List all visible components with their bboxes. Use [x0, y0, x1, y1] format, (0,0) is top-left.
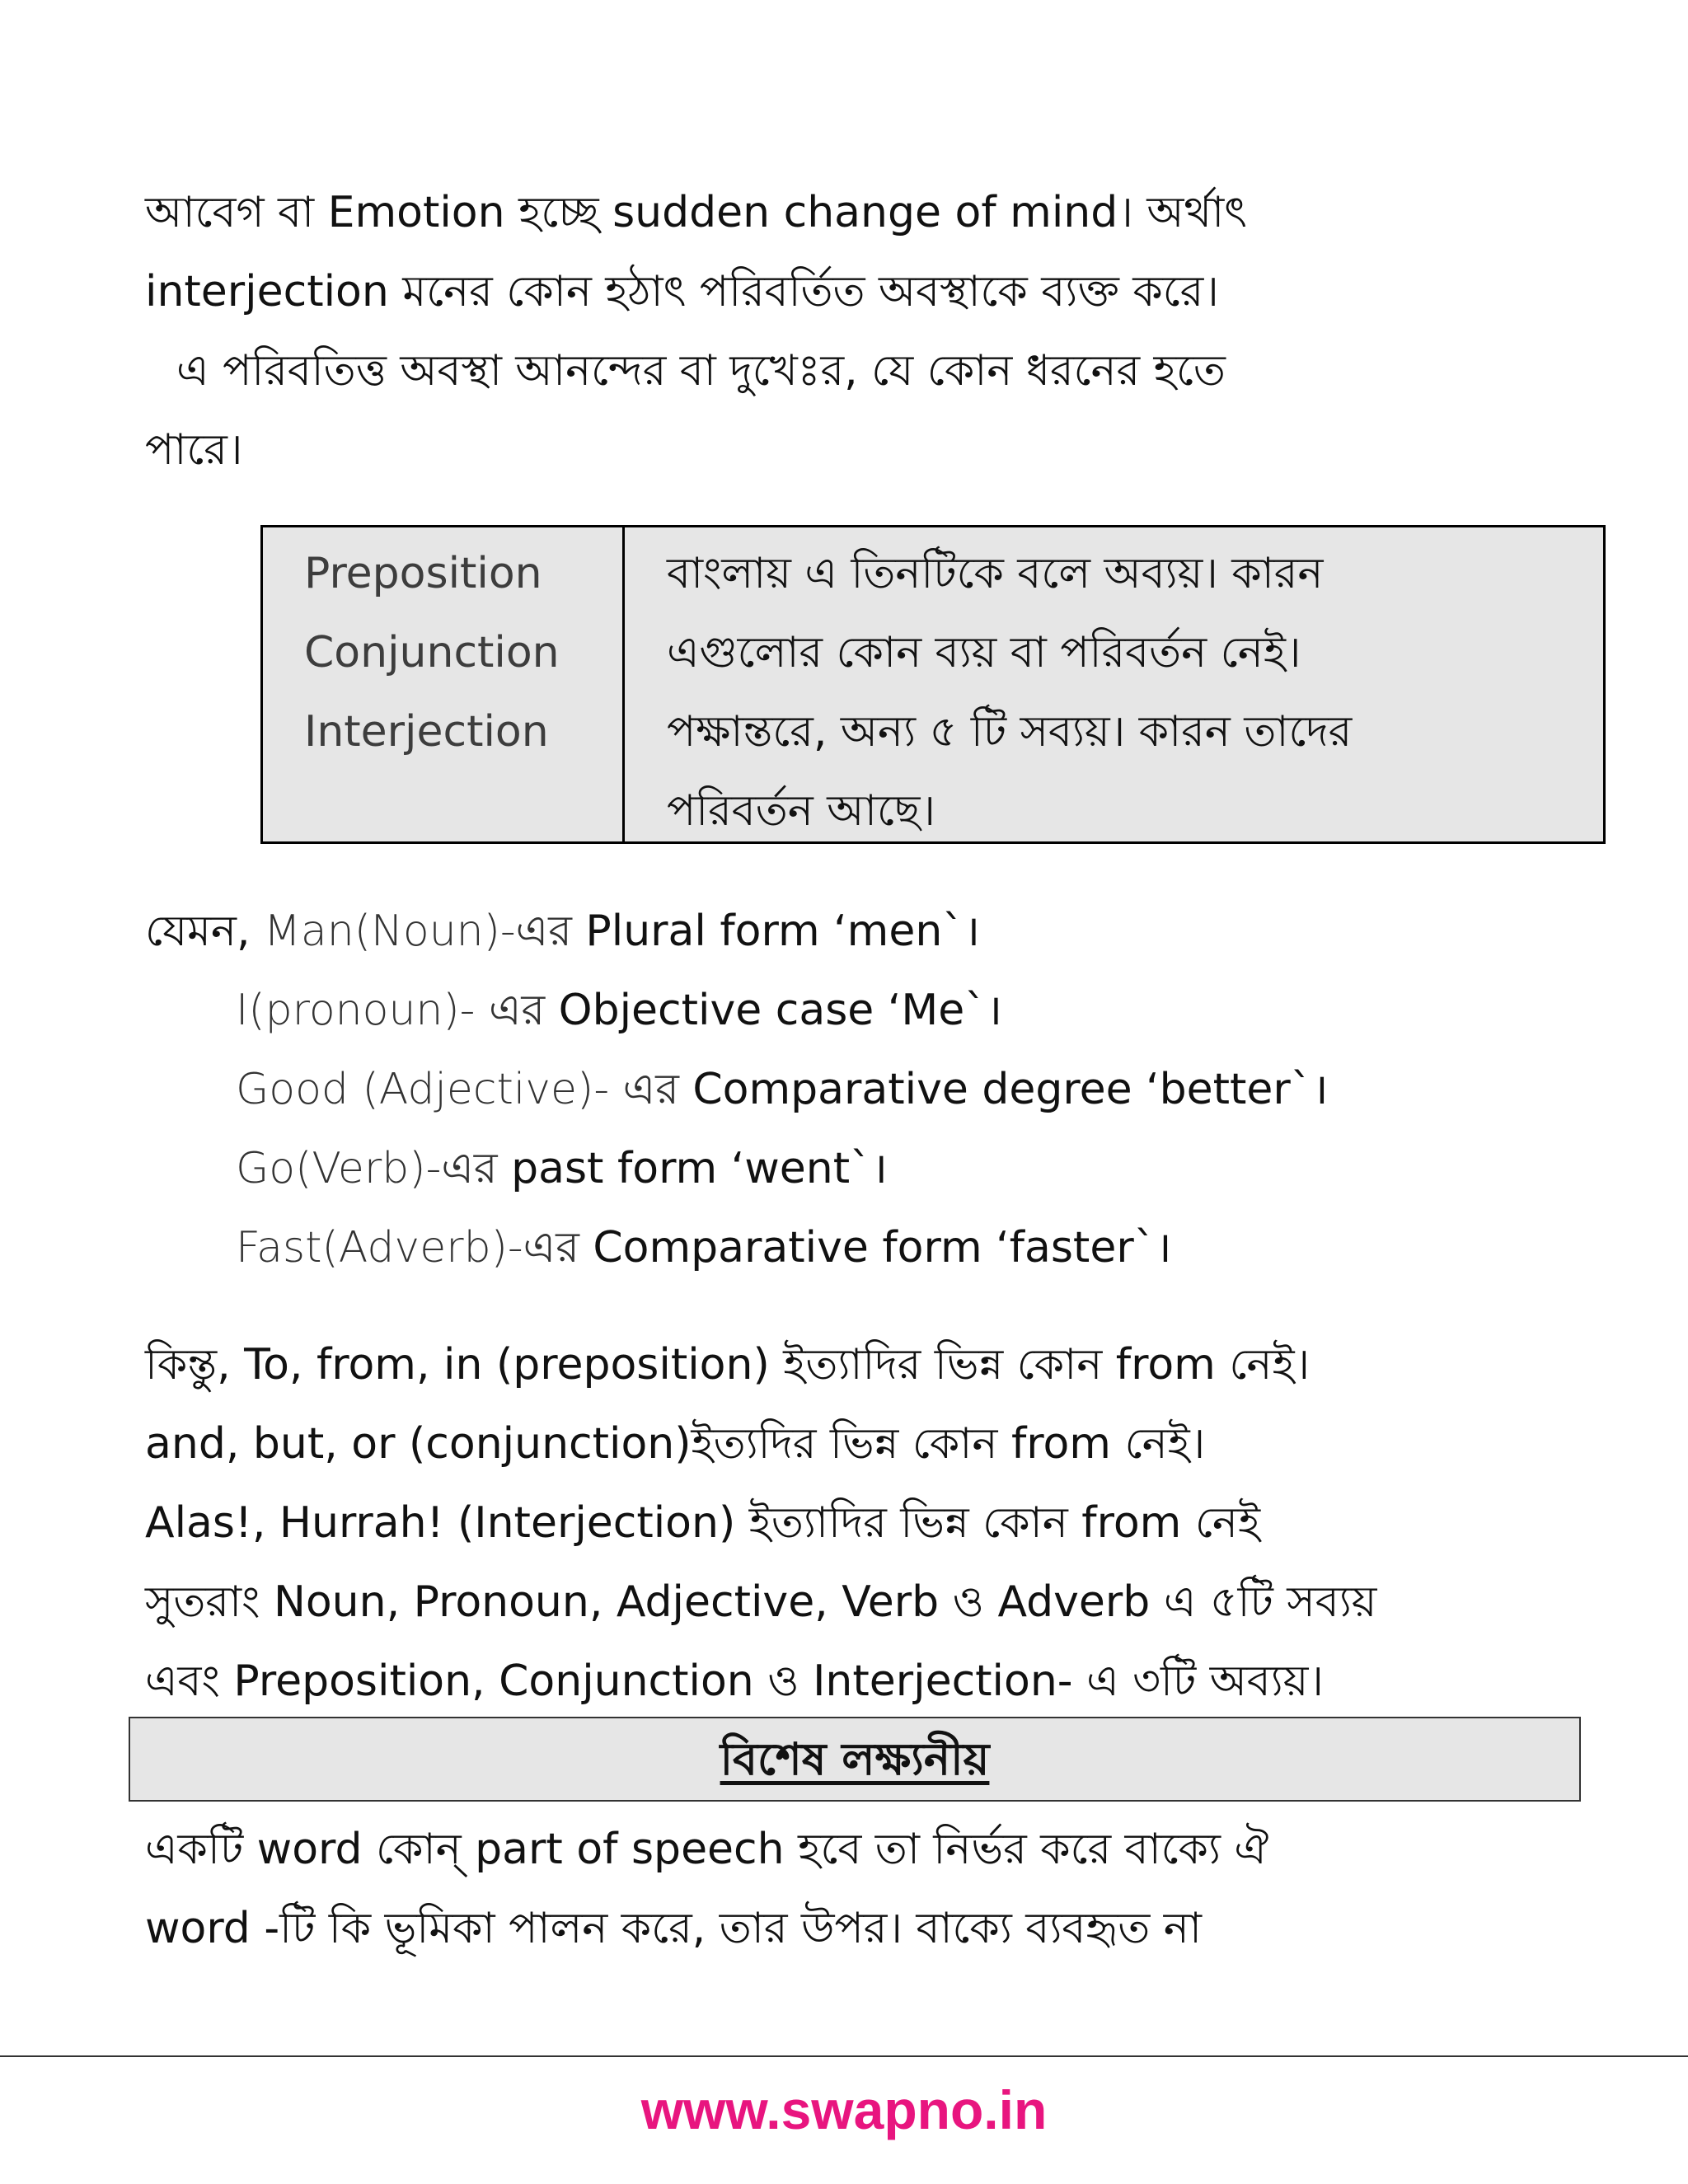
- table-note-line-3: পক্ষান্তরে, অন্য ৫ টি সব্যয়। কারন তাদের: [667, 707, 1353, 757]
- intro-line-1: আবেগ বা Emotion হচ্ছে sudden change of mind। অর্থাৎ: [145, 188, 1247, 237]
- intro-line-3: এ পরিবতিত্ত অবস্থা আনন্দের বা দুখেঃর, যে কোন ধরনের হতে: [176, 346, 1226, 396]
- example-word: Good (Adjective)-: [236, 1065, 610, 1114]
- example-line-3: [236, 1050, 1329, 1129]
- table-right-column: [667, 534, 1352, 851]
- example-rest: Plural form ‘men`।: [585, 907, 980, 956]
- example-word: Fast(Adverb): [236, 1223, 508, 1272]
- example-rest: Comparative form ‘faster`।: [593, 1223, 1172, 1272]
- table-note-line-4: পরিবর্তন আছে।: [667, 786, 935, 836]
- body-line-3: Alas!, Hurrah! (Interjection) ইত্যাদির ভিন্ন কোন from নেই: [145, 1498, 1261, 1548]
- example-suffix: -এর: [507, 1223, 579, 1272]
- table-left-column: [304, 534, 560, 771]
- special-line-1: একটি word কোন্ part of speech হবে তা নির্ভর করে বাক্যে ঐ: [145, 1825, 1269, 1874]
- info-table: [260, 525, 1606, 844]
- table-note-line-2: এগুলোর কোন ব্যয় বা পরিবর্তন নেই।: [667, 628, 1301, 677]
- special-note-heading: বিশেষ লক্ষ্যনীয়: [720, 1733, 990, 1785]
- body-line-1: কিন্তু, To, from, in (preposition) ইত্যাদির ভিন্ন কোন from নেই।: [145, 1340, 1311, 1390]
- intro-line-2: interjection মনের কোন হঠাৎ পরিবর্তিত অবস্থাকে ব্যক্ত করে।: [145, 267, 1219, 316]
- body-line-2: and, but, or (conjunction)ইত্যদির ভিন্ন কোন from নেই।: [145, 1419, 1206, 1469]
- body-line-4: সুতরাং Noun, Pronoun, Adjective, Verb ও Adverb এ ৫টি সব্যয়: [145, 1577, 1377, 1627]
- special-note-box: [129, 1717, 1581, 1802]
- body-line-5: এবং Preposition, Conjunction ও Interjection- এ ৩টি অব্যয়।: [145, 1657, 1324, 1706]
- table-cell-conjunction: Conjunction: [304, 628, 560, 677]
- footer-website-link[interactable]: www.swapno.in: [640, 2079, 1048, 2140]
- table-cell-interjection: Interjection: [304, 707, 549, 757]
- example-suffix: -এর: [425, 1144, 498, 1193]
- special-line-2: word -টি কি ভূমিকা পালন করে, তার উপর। বাক্যে ব্যবহৃত না: [145, 1904, 1202, 1953]
- example-word: I(pronoun)-: [236, 986, 476, 1035]
- example-word: Go(Verb): [236, 1144, 426, 1193]
- example-line-2: [236, 971, 1002, 1050]
- table-cell-preposition: Preposition: [304, 549, 542, 598]
- table-column-divider: [622, 527, 625, 841]
- example-rest: Objective case ‘Me`।: [558, 986, 1002, 1035]
- example-line-5: [236, 1208, 1171, 1287]
- example-suffix: -এর: [499, 907, 572, 956]
- example-line-1: [145, 892, 980, 971]
- intro-line-4: পারে।: [145, 425, 243, 475]
- example-line-4: [236, 1129, 888, 1208]
- footer-divider: [0, 2055, 1688, 2057]
- example-suffix: এর: [488, 986, 546, 1035]
- example-rest: Comparative degree ‘better`।: [692, 1065, 1329, 1114]
- example-lead: যেমন,: [145, 907, 251, 956]
- example-rest: past form ‘went`।: [511, 1144, 888, 1193]
- table-note-line-1: বাংলায় এ তিনটিকে বলে অব্যয়। কারন: [667, 549, 1324, 598]
- example-suffix: এর: [622, 1065, 679, 1114]
- example-word: Man(Noun): [264, 907, 500, 956]
